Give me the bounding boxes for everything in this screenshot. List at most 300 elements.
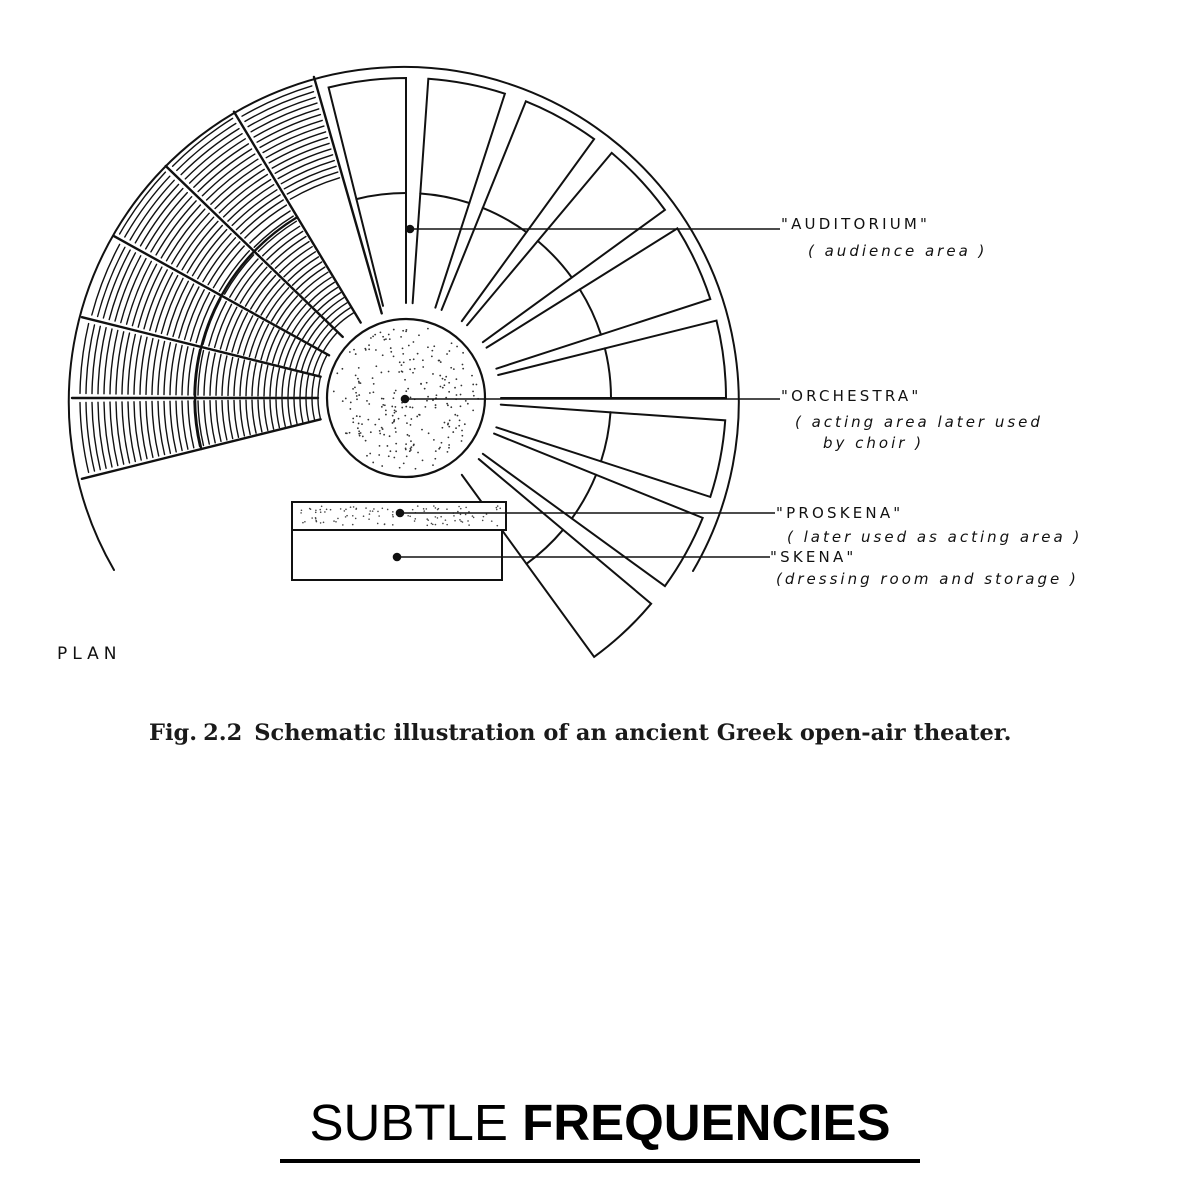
seating-row <box>261 327 274 360</box>
seating-row <box>194 144 249 187</box>
seating-row <box>164 343 170 395</box>
orchestra-stipple-dot <box>459 419 461 421</box>
orchestra-stipple-dot <box>418 414 420 416</box>
proskena-stipple-dot <box>369 513 371 515</box>
proskena-stipple-dot <box>346 515 348 517</box>
orchestra-stipple-dot <box>436 394 438 396</box>
seating-row <box>301 272 328 294</box>
orchestra-stipple-dot <box>391 406 393 408</box>
orchestra-stipple-dot <box>410 448 412 450</box>
seating-row <box>294 400 297 424</box>
proskena-stipple-dot <box>460 508 462 510</box>
orchestra-stipple-dot <box>378 454 380 456</box>
orchestra-stipple-dot <box>356 395 358 397</box>
orchestra-stipple-dot <box>424 406 426 408</box>
proskena-stipple-dot <box>300 512 302 514</box>
seating-row <box>246 400 250 434</box>
figure-number: 2.2 <box>203 720 243 746</box>
orchestra-stipple-dot <box>389 338 391 340</box>
seating-row <box>120 172 166 234</box>
skena-label: "SKENA" <box>770 548 857 566</box>
seating-row <box>288 400 291 425</box>
proskena-stipple-dot <box>345 516 347 518</box>
orchestra-stipple-dot <box>413 341 415 343</box>
orchestra-stipple-dot <box>451 342 453 344</box>
orchestra-stipple-dot <box>444 379 446 381</box>
seating-row <box>319 356 327 376</box>
seating-row <box>276 400 279 428</box>
seating-row <box>86 403 95 472</box>
orchestra-stipple-dot <box>370 431 372 433</box>
proskena-stipple-dot <box>437 517 439 519</box>
orchestra-stipple-dot <box>448 382 450 384</box>
seating-row <box>80 324 89 394</box>
orchestra-stipple-dot <box>410 396 412 398</box>
proskena-stipple-dot <box>309 508 311 510</box>
orchestra-stipple-dot <box>408 345 410 347</box>
proskena-stipple-dot <box>326 509 328 511</box>
orchestra-stipple-dot <box>410 418 412 420</box>
proskena-stipple-dot <box>435 524 437 526</box>
proskena-stipple-dot <box>315 512 317 514</box>
seating-row <box>190 139 246 183</box>
wedge-mid-line <box>605 348 611 398</box>
orchestra-stipple-dot <box>439 375 441 377</box>
orchestra-stipple-dot <box>435 404 437 406</box>
proskena-stipple-dot <box>378 515 380 517</box>
orchestra-stipple-dot <box>448 444 450 446</box>
orchestra-stipple-dot <box>441 427 443 429</box>
proskena-stipple-dot <box>321 506 323 508</box>
orchestra-stipple-dot <box>369 392 371 394</box>
seating-row <box>210 401 215 443</box>
orchestra-stipple-dot <box>412 372 414 374</box>
orchestra-stipple-dot <box>462 364 464 366</box>
seating-row <box>228 357 233 395</box>
orchestra-stipple-dot <box>444 422 446 424</box>
orchestra-stipple-dot <box>380 372 382 374</box>
orchestra-stipple-dot <box>456 346 458 348</box>
seating-row <box>327 303 348 319</box>
seating-row <box>313 325 328 345</box>
proskena-stipple-dot <box>368 518 370 520</box>
seating-row <box>216 355 221 396</box>
orchestra-stipple-dot <box>378 418 380 420</box>
orchestra-stipple-dot <box>393 421 395 423</box>
proskena-stipple-dot <box>384 524 386 526</box>
orchestra-stipple-dot <box>349 351 351 353</box>
proskena-stipple-dot <box>431 523 433 525</box>
auditorium-wedge <box>487 228 711 368</box>
seating-row <box>252 363 256 396</box>
proskena-stipple-dot <box>302 522 304 524</box>
orchestra-stipple-dot <box>366 455 368 457</box>
orchestra-stipple-dot <box>393 457 395 459</box>
orchestra-stipple-dot <box>472 384 474 386</box>
orchestra-stipple-dot <box>405 390 407 392</box>
orchestra-stipple-dot <box>401 364 403 366</box>
wedge-mid-line <box>580 289 601 334</box>
orchestra-stipple-dot <box>395 411 397 413</box>
auditorium-wedge <box>329 78 406 306</box>
orchestra-stipple-dot <box>461 430 463 432</box>
proskena-stipple-dot <box>337 518 339 520</box>
orchestra-stipple-dot <box>422 359 424 361</box>
orchestra-sublabel-line2: by choir ) <box>823 434 925 452</box>
orchestra-stipple-dot <box>416 416 418 418</box>
orchestra-stipple-dot <box>368 403 370 405</box>
orchestra-stipple-dot <box>462 352 464 354</box>
seating-row <box>312 377 315 397</box>
orchestra-stipple-dot <box>384 404 386 406</box>
orchestra-stipple-dot <box>407 434 409 436</box>
orchestra-stipple-dot <box>447 404 449 406</box>
orchestra-stipple-dot <box>388 334 390 336</box>
orchestra-stipple-dot <box>405 406 407 408</box>
seating-row <box>267 330 279 361</box>
orchestra-stipple-dot <box>358 433 360 435</box>
orchestra-stipple-dot <box>421 429 423 431</box>
orchestra-stipple-dot <box>418 334 420 336</box>
proskena-stipple-dot <box>468 524 470 526</box>
orchestra-stipple-dot <box>405 448 407 450</box>
proskena-stipple-dot <box>387 509 389 511</box>
seating-row <box>252 400 256 433</box>
orchestra-stipple-dot <box>394 427 396 429</box>
seating-row <box>318 329 332 348</box>
orchestra-stipple-dot <box>440 386 442 388</box>
orchestra-stipple-dot <box>358 423 360 425</box>
orchestra-stipple-dot <box>410 440 412 442</box>
orchestra-stipple-dot <box>413 444 415 446</box>
proskena-stipple-dot <box>496 525 498 527</box>
proskena-stipple-dot <box>352 524 354 526</box>
orchestra-stipple-dot <box>393 397 395 399</box>
orchestra-stipple-dot <box>424 388 426 390</box>
orchestra-stipple-dot <box>431 350 433 352</box>
seating-row <box>92 402 100 469</box>
proskena-stipple-dot <box>499 507 501 509</box>
proskena-stipple-dot <box>392 516 394 518</box>
orchestra-stipple-dot <box>365 349 367 351</box>
orchestra-stipple-dot <box>427 328 429 330</box>
orchestra-sublabel-line1: ( acting area later used <box>795 413 1043 431</box>
seating-row <box>318 378 320 397</box>
proskena-stipple-dot <box>496 507 498 509</box>
orchestra-stipple-dot <box>355 375 357 377</box>
orchestra-stipple-dot <box>395 431 397 433</box>
auditorium-wedge <box>442 101 595 321</box>
seating-row <box>228 401 233 439</box>
proskena-stipple-dot <box>483 516 485 518</box>
proskena-stipple-dot <box>301 509 303 511</box>
orchestra-stipple-dot <box>385 414 387 416</box>
seating-row <box>141 189 183 246</box>
proskena-stipple-dot <box>412 509 414 511</box>
orchestra-stipple-dot <box>369 453 371 455</box>
orchestra-stipple-dot <box>393 355 395 357</box>
seating-row <box>216 401 221 442</box>
orchestra-stipple-dot <box>453 368 455 370</box>
orchestra-stipple-dot <box>443 384 445 386</box>
proskena-stipple-dot <box>340 508 342 510</box>
seating-row <box>198 234 231 279</box>
orchestra-stipple-dot <box>412 407 414 409</box>
orchestra-stipple-dot <box>465 400 467 402</box>
seating-row <box>182 401 188 449</box>
seating-row <box>151 197 192 252</box>
orchestra-stipple-dot <box>431 355 433 357</box>
proskena-stipple-dot <box>352 515 354 517</box>
orchestra-stipple-dot <box>374 424 376 426</box>
seating-row <box>146 193 188 249</box>
orchestra-stipple-dot <box>395 443 397 445</box>
orchestra-stipple-dot <box>426 382 428 384</box>
proskena-stipple-dot <box>445 519 447 521</box>
seating-row <box>234 359 239 396</box>
proskena-stipple-dot <box>460 514 462 516</box>
orchestra-stipple-dot <box>358 394 360 396</box>
orchestra-stipple-dot <box>382 404 384 406</box>
orchestra-stipple-dot <box>409 368 411 370</box>
proskena-stipple-dot <box>353 506 355 508</box>
seating-row <box>331 308 350 323</box>
orchestra-stipple-dot <box>404 415 406 417</box>
orchestra-stipple-dot <box>368 348 370 350</box>
orchestra-stipple-dot <box>372 391 374 393</box>
orchestra-stipple-dot <box>402 330 404 332</box>
seating-row <box>312 399 315 419</box>
orchestra-stipple-dot <box>361 423 363 425</box>
orchestra-stipple-dot <box>346 432 348 434</box>
orchestra-stipple-dot <box>400 336 402 338</box>
orchestra-stipple-dot <box>433 439 435 441</box>
orchestra-stipple-dot <box>432 464 434 466</box>
proskena-stipple-dot <box>440 516 442 518</box>
orchestra-stipple-dot <box>472 391 474 393</box>
seating-row <box>270 367 274 396</box>
orchestra-stipple-dot <box>405 331 407 333</box>
seating-row <box>204 401 209 444</box>
orchestra-stipple-dot <box>370 337 372 339</box>
orchestra-label: "ORCHESTRA" <box>781 387 922 405</box>
orchestra-stipple-dot <box>455 378 457 380</box>
orchestra-stipple-dot <box>379 445 381 447</box>
proskena-stipple-dot <box>433 505 435 507</box>
orchestra-stipple-dot <box>350 402 352 404</box>
orchestra-stipple-dot <box>428 432 430 434</box>
seating-row <box>288 371 291 396</box>
orchestra-stipple-dot <box>395 390 397 392</box>
orchestra-stipple-dot <box>393 329 395 331</box>
orchestra-stipple-dot <box>395 450 397 452</box>
brand-light: SUBTLE <box>309 1094 508 1151</box>
seating-row <box>181 129 239 175</box>
orchestra-stipple-dot <box>367 419 369 421</box>
orchestra-stipple-dot <box>442 378 444 380</box>
orchestra-stipple-dot <box>359 435 361 437</box>
proskena-stipple-dot <box>417 505 419 507</box>
proskena-stipple-dot <box>365 507 367 509</box>
proskena-stipple-dot <box>392 511 394 513</box>
orchestra-stipple-dot <box>403 361 405 363</box>
proskena-stipple-dot <box>442 523 444 525</box>
orchestra-stipple-dot <box>414 368 416 370</box>
orchestra-stipple-dot <box>381 465 383 467</box>
proskena-stipple-dot <box>497 505 499 507</box>
seating-row <box>222 356 227 395</box>
orchestra-stipple-dot <box>435 450 437 452</box>
seating-row <box>210 353 215 395</box>
proskena-stipple-dot <box>335 521 337 523</box>
orchestra-stipple-dot <box>375 349 377 351</box>
auditorium-sublabel: ( audience area ) <box>808 242 988 260</box>
orchestra-stipple-dot <box>471 375 473 377</box>
orchestra-stipple-dot <box>402 353 404 355</box>
figure-prefix: Fig. <box>149 720 198 746</box>
proskena-stipple-dot <box>426 508 428 510</box>
seating-row <box>306 399 309 420</box>
orchestra-stipple-dot <box>372 377 374 379</box>
seating-row <box>86 325 95 394</box>
orchestra-stipple-dot <box>422 366 424 368</box>
wedge-mid-line <box>356 193 406 199</box>
orchestra-stipple-dot <box>354 387 356 389</box>
seating-row <box>176 401 182 450</box>
seating-row <box>318 399 320 418</box>
orchestra-stipple-dot <box>464 423 466 425</box>
orchestra-stipple-dot <box>382 354 384 356</box>
orchestra-stipple-dot <box>398 418 400 420</box>
orchestra-stipple-dot <box>406 422 408 424</box>
seating-row <box>234 400 239 437</box>
orchestra-stipple-dot <box>445 376 447 378</box>
orchestra-stipple-dot <box>349 432 351 434</box>
proskena-sublabel: ( later used as acting area ) <box>787 528 1083 546</box>
orchestra-stipple-dot <box>434 458 436 460</box>
orchestra-stipple-dot <box>392 415 394 417</box>
proskena-stipple-dot <box>369 510 371 512</box>
proskena-stipple-dot <box>472 515 474 517</box>
proskena-stipple-dot <box>409 516 411 518</box>
orchestra-stipple-dot <box>448 391 450 393</box>
wedge-mid-line <box>601 412 611 461</box>
proskena-stipple-dot <box>458 506 460 508</box>
orchestra-stipple-dot <box>399 361 401 363</box>
orchestra-stipple-dot <box>357 378 359 380</box>
seating-row <box>257 115 320 143</box>
brand-wordmark <box>280 1093 920 1153</box>
orchestra-stipple-dot <box>458 425 460 427</box>
proskena-stipple-dot <box>333 520 335 522</box>
orchestra-stipple-dot <box>356 398 358 400</box>
orchestra-stipple-dot <box>415 468 417 470</box>
proskena-stipple-dot <box>423 508 425 510</box>
orchestra-stipple-dot <box>476 384 478 386</box>
orchestra-stipple-dot <box>388 371 390 373</box>
proskena-stipple-dot <box>465 507 467 509</box>
wedge-mid-line <box>572 475 596 519</box>
orchestra-stipple-dot <box>381 398 383 400</box>
orchestra-stipple-dot <box>454 387 456 389</box>
proskena-stipple-dot <box>465 514 467 516</box>
seating-row <box>306 375 309 396</box>
proskena-stipple-dot <box>315 509 317 511</box>
orchestra-stipple-dot <box>382 336 384 338</box>
orchestra-stipple-dot <box>446 353 448 355</box>
proskena-stipple-dot <box>453 515 455 517</box>
orchestra-stipple-dot <box>473 395 475 397</box>
orchestra-stipple-dot <box>426 400 428 402</box>
orchestra-stipple-dot <box>355 392 357 394</box>
orchestra-stipple-dot <box>460 394 462 396</box>
proskena-stipple-dot <box>311 517 313 519</box>
proskena-stipple-dot <box>454 520 456 522</box>
orchestra-stipple-dot <box>402 348 404 350</box>
seating-row <box>130 180 174 240</box>
orchestra-stipple-dot <box>413 358 415 360</box>
seating-row <box>182 347 188 395</box>
orchestra-stipple-dot <box>379 430 381 432</box>
proskena-stipple-dot <box>446 524 448 526</box>
orchestra-stipple-dot <box>358 367 360 369</box>
orchestra-stipple-dot <box>379 433 381 435</box>
orchestra-stipple-dot <box>399 467 401 469</box>
orchestra-stipple-dot <box>382 428 384 430</box>
seating-row <box>240 400 244 436</box>
proskena-stipple-dot <box>355 518 357 520</box>
orchestra-stipple-dot <box>461 440 463 442</box>
proskena-stipple-dot <box>304 521 306 523</box>
proskena-stipple-dot <box>457 511 459 513</box>
proskena-stipple-dot <box>414 520 416 522</box>
orchestra-stipple-dot <box>456 394 458 396</box>
proskena-stipple-dot <box>482 520 484 522</box>
orchestra-stipple-dot <box>352 421 354 423</box>
orchestra-stipple-dot <box>387 445 389 447</box>
orchestra-stipple-dot <box>455 427 457 429</box>
wedge-mid-line <box>527 530 564 564</box>
orchestra-stipple-dot <box>398 371 400 373</box>
orchestra-stipple-dot <box>374 334 376 336</box>
orchestra-stipple-dot <box>362 436 364 438</box>
orchestra-stipple-dot <box>394 412 396 414</box>
orchestra-stipple-dot <box>406 455 408 457</box>
orchestra-stipple-dot <box>394 409 396 411</box>
proskena-stipple-dot <box>363 515 365 517</box>
auditorium-wedge <box>467 153 665 342</box>
orchestra-stipple-dot <box>342 400 344 402</box>
orchestra-stipple-dot <box>359 416 361 418</box>
seating-row <box>202 154 254 196</box>
proskena-stipple-dot <box>392 514 394 516</box>
seating-row <box>204 352 209 395</box>
orchestra-stipple-dot <box>390 347 392 349</box>
orchestra-stipple-dot <box>462 368 464 370</box>
seating-row <box>80 403 89 473</box>
orchestra-stipple-dot <box>390 351 392 353</box>
proskena-stipple-dot <box>427 519 429 521</box>
proskena-stipple-dot <box>377 511 379 513</box>
orchestra-stipple-dot <box>447 422 449 424</box>
proskena-stipple-dot <box>344 510 346 512</box>
seating-row <box>335 313 353 328</box>
proskena-stipple-dot <box>438 508 440 510</box>
proskena-stipple-dot <box>423 510 425 512</box>
orchestra-stipple-dot <box>383 398 385 400</box>
proskena-stipple-dot <box>345 509 347 511</box>
seating-rows <box>80 86 353 473</box>
